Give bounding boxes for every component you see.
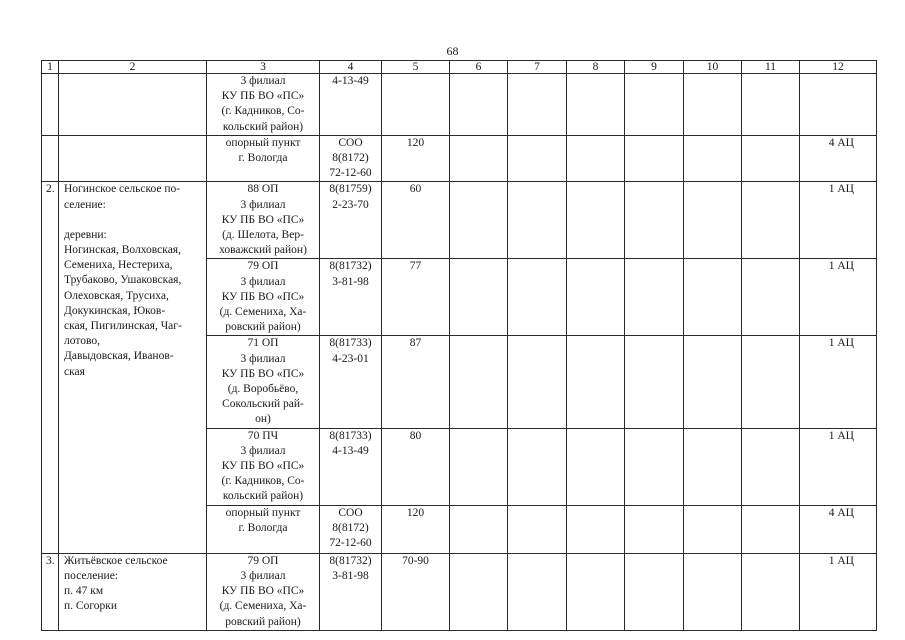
text-line: 71 ОП [247,337,279,350]
table-row [42,182,877,259]
column-header: 1 [42,61,59,74]
text-line: 3 филиал [240,198,286,211]
empty-cell [450,553,508,630]
column-header: 7 [508,61,567,74]
row-number-cell [42,74,59,136]
text-line: 79 ОП [247,554,279,567]
text-line: 3 филиал [240,275,286,288]
text-line: (д. Семениха, Ха- [219,600,307,613]
equipment-cell: 4 АЦ [800,135,877,182]
column-header: 9 [625,61,684,74]
column-header-row [42,61,877,74]
equipment-cell: 1 АЦ [800,428,877,505]
arrival-time-cell: 120 [382,505,450,553]
text-line: кольский район) [222,120,304,133]
settlement-cell [59,74,207,136]
empty-cell [742,428,800,505]
text-line: (д. Воробьёво, [227,383,299,396]
text-line: лотово, [64,335,100,348]
equipment-cell: 1 АЦ [800,336,877,428]
empty-cell [508,505,567,553]
arrival-time-cell: 60 [382,182,450,259]
phone-cell [320,259,382,336]
page-number: 68 [446,44,459,58]
text-line: 3 филиал [240,75,286,87]
row-number-cell: 3. [42,553,59,630]
text-line: (г. Кадников, Со- [221,475,305,488]
text-line: Ногинское сельское по- [64,183,181,196]
column-header: 12 [800,61,877,74]
unit-cell [207,182,320,259]
arrival-time-cell: 120 [382,135,450,182]
phone-cell [320,74,382,136]
unit-cell [207,259,320,336]
text-line: 4-13-49 [332,444,369,457]
text-line: (г. Кадников, Со- [221,105,305,118]
empty-cell [625,428,684,505]
text-line: 2-23-70 [332,198,369,211]
settlement-cell [59,135,207,182]
text-line: 8(81732) [329,554,372,567]
text-line: деревни: [64,228,107,241]
arrival-time-cell: 70-90 [382,553,450,630]
empty-cell [625,259,684,336]
arrival-time-cell: 87 [382,336,450,428]
empty-cell [625,182,684,259]
text-line: 8(81732) [329,260,372,273]
empty-cell [450,135,508,182]
empty-cell [450,182,508,259]
empty-cell [508,428,567,505]
settlement-cell [59,182,207,553]
text-line: г. Вологда [238,152,288,165]
text-line: кольский район) [222,490,304,503]
empty-cell [508,259,567,336]
text-line: Семениха, Нестериха, [64,259,173,272]
text-line: 8(81759) [329,183,372,196]
text-line: Трубаково, Ушаковская, [64,274,182,287]
empty-cell [508,74,567,136]
phone-cell [320,135,382,182]
empty-cell [450,428,508,505]
empty-cell [684,505,742,553]
text-line: ская, Пигилинская, Чаг- [64,320,182,333]
row-number-cell: 2. [42,182,59,553]
empty-cell [567,182,625,259]
text-line: 70 ПЧ [247,429,279,442]
blank-line [64,213,203,228]
phone-cell [320,428,382,505]
empty-cell [684,336,742,428]
text-line: КУ ПБ ВО «ПС» [221,367,305,380]
empty-cell [684,259,742,336]
column-header: 4 [320,61,382,74]
column-header: 8 [567,61,625,74]
arrival-time-cell: 80 [382,428,450,505]
empty-cell [742,182,800,259]
empty-cell [625,553,684,630]
text-line: 8(81733) [329,337,372,350]
empty-cell [742,74,800,136]
empty-cell [625,74,684,136]
empty-cell [742,553,800,630]
text-line: п. 47 км [64,585,104,598]
empty-cell [742,135,800,182]
empty-cell [684,135,742,182]
text-line: 8(81733) [329,429,372,442]
text-line: Докукинская, Юков- [64,304,166,317]
phone-cell [320,553,382,630]
text-line: он) [255,413,271,426]
text-line: селение: [64,198,106,211]
empty-cell [567,74,625,136]
text-line: 3 филиал [240,352,286,365]
text-line: 4-23-01 [332,352,369,365]
empty-cell [567,135,625,182]
text-line: ская [64,365,85,378]
text-line: Житьёвское сельское [64,554,168,567]
column-header: 2 [59,61,207,74]
text-line: Давыдовская, Иванов- [64,350,174,363]
empty-cell [567,428,625,505]
text-line: 4-13-49 [332,75,369,87]
empty-cell [625,336,684,428]
table-row [42,74,877,136]
text-line: 3-81-98 [332,569,369,582]
text-line: КУ ПБ ВО «ПС» [221,585,305,598]
equipment-cell: 4 АЦ [800,505,877,553]
empty-cell [508,553,567,630]
equipment-cell: 1 АЦ [800,259,877,336]
empty-cell [450,74,508,136]
text-line: СОО [338,136,363,149]
text-line: (д. Шелота, Вер- [222,229,304,242]
table-row [42,135,877,182]
phone-cell [320,336,382,428]
text-line: 3 филиал [240,569,286,582]
text-line: опорный пункт [225,136,301,149]
text-line: 72-12-60 [329,537,372,550]
fire-coverage-table [41,60,877,631]
text-line: СОО [338,506,363,519]
empty-cell [450,505,508,553]
empty-cell [508,135,567,182]
empty-cell [684,428,742,505]
empty-cell [742,505,800,553]
column-header: 6 [450,61,508,74]
text-line: 8(8172) [332,152,369,165]
unit-cell [207,336,320,428]
empty-cell [684,182,742,259]
unit-cell [207,135,320,182]
empty-cell [742,259,800,336]
empty-cell [625,505,684,553]
table-row [42,553,877,630]
empty-cell [567,336,625,428]
empty-cell [567,553,625,630]
equipment-cell: 1 АЦ [800,182,877,259]
phone-cell [320,505,382,553]
empty-cell [567,505,625,553]
column-header: 10 [684,61,742,74]
text-line: поселение: [64,569,118,582]
column-header: 11 [742,61,800,74]
arrival-time-cell: 77 [382,259,450,336]
settlement-cell [59,553,207,630]
text-line: 3 филиал [240,444,286,457]
empty-cell [625,135,684,182]
text-line: КУ ПБ ВО «ПС» [221,460,305,473]
unit-cell [207,553,320,630]
text-line: п. Согорки [64,600,117,613]
text-line: ровский район) [225,321,301,334]
empty-cell [567,259,625,336]
unit-cell [207,74,320,136]
unit-cell [207,505,320,553]
text-line: КУ ПБ ВО «ПС» [221,213,305,226]
text-line: 88 ОП [247,183,279,196]
empty-cell [508,182,567,259]
text-line: Ногинская, Волховская, [64,244,181,257]
equipment-cell [800,74,877,136]
text-line: 72-12-60 [329,167,372,180]
text-line: (д. Семениха, Ха- [219,306,307,319]
text-line: опорный пункт [225,506,301,519]
column-header: 5 [382,61,450,74]
text-line: г. Вологда [238,521,288,534]
text-line: Сокольский рай- [222,398,304,411]
empty-cell [742,336,800,428]
equipment-cell: 1 АЦ [800,553,877,630]
unit-cell [207,428,320,505]
text-line: 79 ОП [247,260,279,273]
text-line: ховажский район) [219,244,307,257]
empty-cell [684,553,742,630]
text-line: 3-81-98 [332,275,369,288]
empty-cell [684,74,742,136]
text-line: ровский район) [225,615,301,628]
arrival-time-cell [382,74,450,136]
text-line: КУ ПБ ВО «ПС» [221,290,305,303]
empty-cell [450,259,508,336]
text-line: 8(8172) [332,521,369,534]
empty-cell [508,336,567,428]
text-line: КУ ПБ ВО «ПС» [221,90,305,103]
row-number-cell [42,135,59,182]
text-line: Олеховская, Трусиха, [64,289,169,302]
phone-cell [320,182,382,259]
column-header: 3 [207,61,320,74]
empty-cell [450,336,508,428]
